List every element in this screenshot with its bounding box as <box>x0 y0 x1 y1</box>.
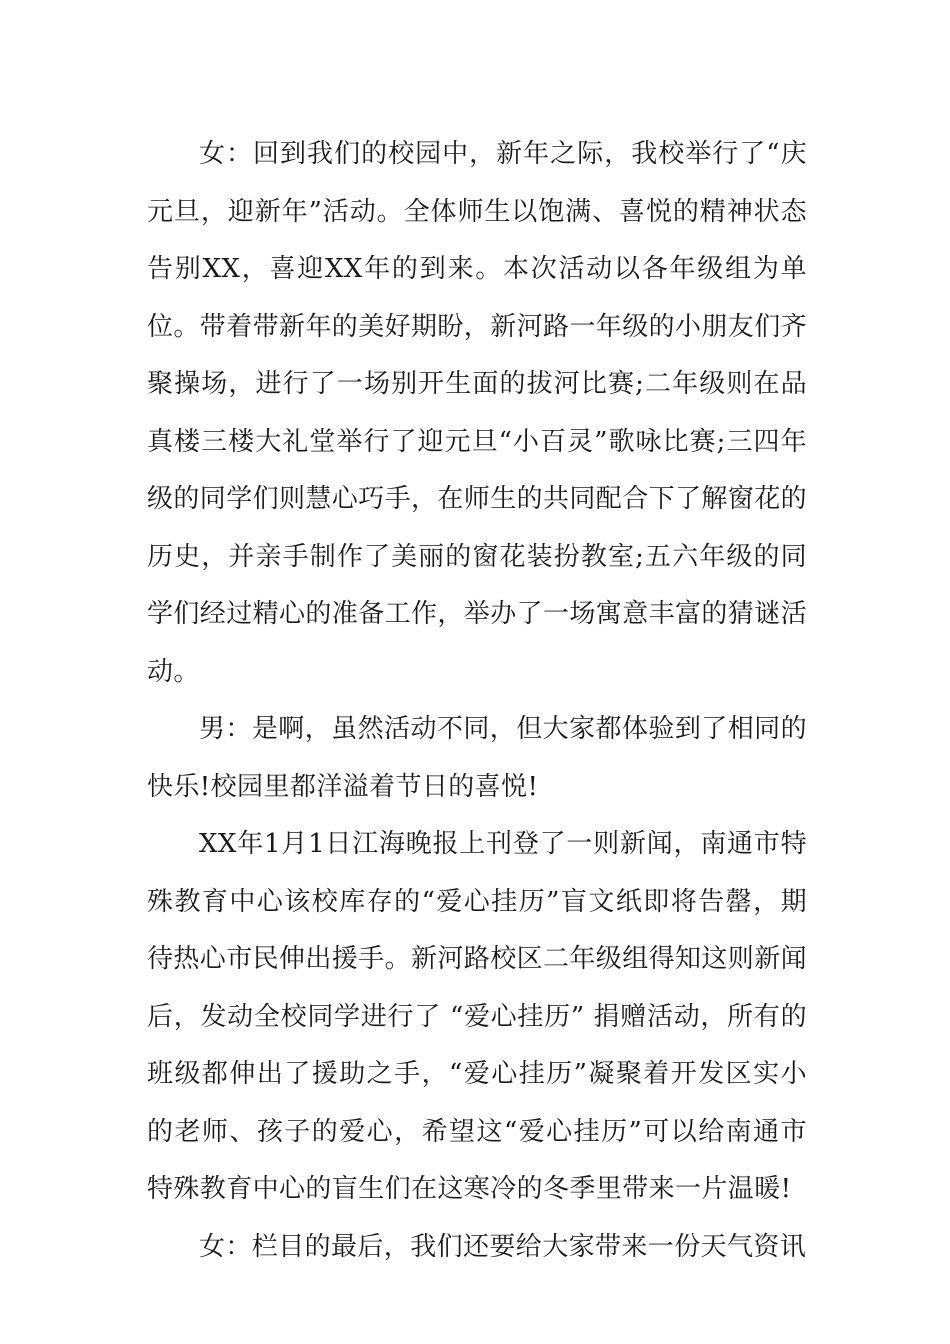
paragraph-reply: 男：是啊，虽然活动不同，但大家都体验到了相同的快乐!校园里都洋溢着节日的喜悦! <box>147 714 807 802</box>
paragraph-news: XX年1月1日江海晚报上刊登了一则新闻，南通市特殊教育中心该校库存的“爱心挂历”盲文纸即将告罄，期待热心市民伸出援手。新河路校区二年级组得知这则新闻后，发动全校同学进行了 “爱心挂历” 捐赠活动，所有的班级都伸出了援助之手，“爱心挂历”凝聚着开发区实小的老师、孩子的爱心，希望这“爱心挂历”可以给南通市特殊教育中心的盲生们在这寒冷的冬季里带来一片温暖! <box>147 829 808 1204</box>
paragraph-closing: 女：栏目的最后，我们还要给大家带来一份天气资讯 <box>199 1231 807 1262</box>
document-body <box>147 126 807 1276</box>
paragraph-activities: 女：回到我们的校园中，新年之际，我校举行了“庆元旦，迎新年”活动。全体师生以饱满、喜悦的精神状态告别XX，喜迎XX年的到来。本次活动以各年级组为单位。带着带新年的美好期盼，新河路一年级的小朋友们齐聚操场，进行了一场别开生面的拔河比赛;二年级则在品真楼三楼大礼堂举行了迎元旦“小百灵”歌咏比赛;三四年级的同学们则慧心巧手，在师生的共同配合下了解窗花的历史，并亲手制作了美丽的窗花装扮教室;五六年级的同学们经过精心的准备工作，举办了一场寓意丰富的猜谜活动。 <box>147 139 808 687</box>
